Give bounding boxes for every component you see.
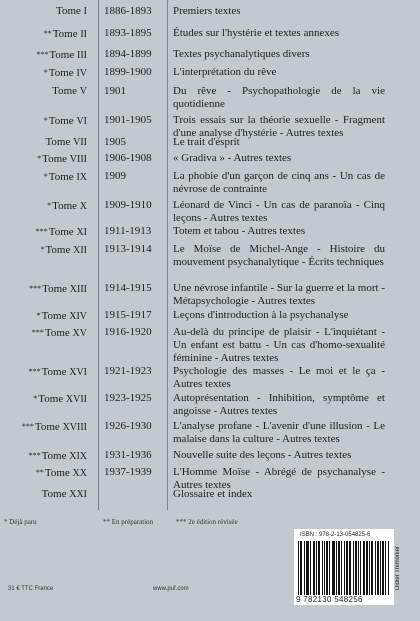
tome-numeral: XIII	[69, 284, 87, 295]
tome-label	[44, 66, 87, 80]
tome-label	[37, 309, 87, 323]
barcode-bar	[322, 541, 323, 595]
tome-numeral: XVI	[69, 367, 87, 378]
tome-status-mark: ***	[21, 422, 34, 431]
tome-label	[44, 114, 87, 128]
tome-numeral: X	[79, 201, 87, 212]
barcode-bar	[377, 541, 378, 595]
tome-title: Nouvelle suite des leçons - Autres textes	[173, 449, 352, 461]
tome-numeral: XV	[72, 328, 87, 339]
tome-numeral: VI	[76, 116, 87, 127]
tome-label	[29, 282, 87, 296]
tome-status-mark: **	[35, 468, 44, 477]
tome-word: Tome	[48, 226, 77, 238]
tome-years: 1931-1936	[104, 449, 152, 461]
tome-title: L'interprétation du rêve	[173, 66, 277, 78]
barcode-bar	[353, 541, 354, 595]
tome-years: 1937-1939	[104, 466, 152, 478]
tome-numeral: III	[77, 50, 87, 61]
barcode-bar	[371, 541, 372, 595]
tome-years: 1905	[104, 136, 126, 148]
tome-label	[36, 466, 87, 480]
tome-numeral: XI	[76, 227, 87, 238]
tome-status-mark: *	[43, 116, 48, 125]
barcode-bar	[301, 541, 302, 595]
tome-title: Trois essais sur la théorie sexuelle - Fragment d'une analyse d'hystérie - Autres textes	[173, 114, 385, 139]
tome-years: 1899-1900	[104, 66, 152, 78]
column-rule-right	[167, 0, 168, 510]
publisher-url: www.puf.com	[153, 586, 189, 592]
tome-numeral: V	[79, 86, 87, 97]
tome-numeral: XII	[73, 245, 87, 256]
barcode-bar	[316, 541, 317, 595]
tome-title: « Gradiva » - Autres textes	[173, 152, 292, 164]
tome-word: Tome	[48, 171, 77, 183]
tome-status-mark: *	[47, 201, 52, 210]
tome-word: Tome	[48, 115, 77, 127]
tome-status-mark: *	[40, 245, 45, 254]
tome-word: Tome	[44, 327, 73, 339]
tome-word: Tome	[41, 366, 70, 378]
tome-status-mark: ***	[28, 451, 41, 460]
barcode-bar	[346, 541, 347, 595]
tome-years: 1926-1930	[104, 420, 152, 432]
tome-years: 1894-1899	[104, 48, 152, 60]
tome-label	[44, 170, 87, 184]
barcode-bar	[314, 541, 315, 595]
tome-title: L'Homme Moïse - Abrégé de psychanalyse - Autres textes	[173, 466, 385, 491]
tome-status-mark: *	[43, 68, 48, 77]
legend-published: * Déjà paru	[4, 518, 37, 526]
tome-label	[40, 243, 87, 257]
tome-word: Tome	[42, 153, 70, 165]
tome-label	[44, 27, 87, 41]
tome-numeral: XIX	[69, 451, 87, 462]
tome-years: 1909	[104, 170, 126, 182]
tome-label	[32, 326, 87, 340]
barcode-bar	[307, 541, 308, 595]
tome-numeral: VIII	[69, 154, 87, 165]
tome-numeral: XX	[72, 468, 87, 479]
barcode-bar	[319, 541, 320, 595]
tome-numeral: XIV	[69, 311, 87, 322]
tome-years: 1914-1915	[104, 282, 152, 294]
barcode-bar	[363, 541, 364, 595]
tome-title: Études sur l'hystérie et textes annexes	[173, 27, 340, 39]
tome-years: 1915-1917	[104, 309, 152, 321]
tome-word: Tome	[42, 283, 70, 295]
barcode-bar	[367, 541, 368, 595]
tome-word: Tome	[52, 200, 80, 212]
barcode-bar	[369, 541, 370, 595]
barcode-bar	[341, 541, 342, 595]
tome-title: Léonard de Vinci - Un cas de paranoïa - Cinq leçons - Autres textes	[173, 199, 385, 224]
tome-title: Textes psychanalytiques divers	[173, 48, 310, 60]
tome-label	[52, 85, 87, 98]
tome-title: Une névrose infantile - Sur la guerre et la mort - Métapsychologie - Autres textes	[173, 282, 385, 307]
tome-title: Glossaire et index	[173, 488, 253, 500]
legend-preparation: ** En préparation	[103, 518, 154, 526]
tome-title: Au-delà du principe de plaisir - L'inquiétant - Un enfant est battu - Un cas d'homo-sexualité féminine - Autres textes	[173, 326, 385, 364]
barcode-digits: 9 782130 548256	[296, 595, 363, 604]
tome-word: Tome	[41, 310, 70, 322]
barcode-image	[298, 541, 390, 595]
barcode-bar	[388, 541, 389, 595]
tome-title: Totem et tabou - Autres textes	[173, 225, 306, 237]
tome-word: Tome	[38, 393, 66, 405]
tome-title: Psychologie des masses - Le moi et le ça - Autres textes	[173, 365, 385, 390]
barcode-bar	[382, 541, 383, 595]
barcode-bar	[385, 541, 386, 595]
tome-years: 1886-1893	[104, 5, 152, 17]
barcode-bar	[383, 541, 384, 595]
tome-title: Le Moïse de Michel-Ange - Histoire du mouvement psychanalytique - Écrits techniques	[173, 243, 385, 268]
barcode-bar	[310, 541, 311, 595]
tome-numeral: II	[80, 29, 87, 40]
tome-title: Le trait d'esprit	[173, 136, 240, 148]
tome-label	[45, 136, 87, 149]
tome-status-mark: ***	[29, 284, 42, 293]
barcode-bar	[306, 541, 307, 595]
barcode-bar	[313, 541, 314, 595]
barcode-bar	[338, 541, 339, 595]
tome-numeral: XVIII	[62, 422, 87, 433]
tome-label	[22, 420, 87, 434]
tome-status-mark: **	[43, 29, 52, 38]
tome-status-mark: *	[33, 394, 38, 403]
barcode-bar	[344, 541, 345, 595]
legend-revised: *** 2e édition révisée	[176, 518, 238, 526]
tome-label	[36, 225, 87, 239]
tome-years: 1901	[104, 85, 126, 97]
tome-word: Tome	[49, 49, 77, 61]
barcode-bar	[308, 541, 309, 595]
barcode-bar	[380, 541, 381, 595]
tome-years: 1916-1920	[104, 326, 152, 338]
tome-numeral: XVII	[65, 394, 87, 405]
tome-word: Tome	[52, 85, 80, 97]
tome-status-mark: *	[43, 172, 48, 181]
tome-numeral: VII	[73, 137, 87, 148]
tome-word: Tome	[44, 467, 73, 479]
tome-title: Du rêve - Psychopathologie de la vie quotidienne	[173, 85, 385, 110]
barcode-bar	[347, 541, 348, 595]
tome-word: Tome	[48, 67, 77, 79]
tome-years: 1921-1923	[104, 365, 152, 377]
barcode-bar	[360, 541, 361, 595]
tome-word: Tome	[41, 488, 70, 500]
barcode-bar	[364, 541, 365, 595]
tome-numeral: XXI	[69, 489, 87, 500]
barcode-bar	[326, 541, 327, 595]
tome-status-mark: ***	[36, 50, 49, 59]
tome-title: La phobie d'un garçon de cinq ans - Un cas de névrose de contrainte	[173, 170, 385, 195]
tome-label	[56, 5, 87, 18]
tome-label	[33, 392, 87, 406]
tome-status-mark: *	[37, 154, 42, 163]
tome-label	[29, 449, 87, 463]
barcode-bar	[375, 541, 376, 595]
barcode-bar	[372, 541, 373, 595]
barcode-bar	[339, 541, 340, 595]
tome-word: Tome	[52, 28, 81, 40]
barcode-bar	[327, 541, 328, 595]
tome-years: 1923-1925	[104, 392, 152, 404]
tome-status-mark: ***	[35, 227, 48, 236]
price-label: 31 € TTC France	[8, 586, 54, 592]
tome-years: 1893-1895	[104, 27, 152, 39]
barcode-bar	[304, 541, 305, 595]
tome-status-mark: ***	[31, 328, 44, 337]
publisher-name: Didier Thimonier	[395, 546, 401, 590]
barcode-bar	[366, 541, 367, 595]
tome-numeral: IV	[76, 68, 87, 79]
tome-years: 1906-1908	[104, 152, 152, 164]
isbn-barcode-box	[294, 529, 394, 605]
barcode-bar	[324, 541, 325, 595]
isbn-label: ISBN : 978-2-13-054825-6	[300, 532, 371, 538]
barcode-bar	[329, 541, 330, 595]
tome-label	[47, 199, 87, 213]
barcode-bar	[298, 541, 299, 595]
barcode-bar	[355, 541, 356, 595]
barcode-bar	[350, 541, 351, 595]
tome-word: Tome	[34, 421, 63, 433]
tome-status-mark: *	[36, 311, 41, 320]
barcode-bar	[300, 541, 301, 595]
tome-word: Tome	[45, 136, 74, 148]
tome-word: Tome	[56, 5, 84, 17]
tome-status-mark: ***	[28, 367, 41, 376]
tome-title: Premiers textes	[173, 5, 241, 17]
tome-years: 1911-1913	[104, 225, 152, 237]
tome-numeral: I	[83, 6, 87, 17]
tome-title: L'analyse profane - L'avenir d'une illusion - Le malaise dans la culture - Autres textes	[173, 420, 385, 445]
tome-title: Leçons d'introduction à la psychanalyse	[173, 309, 349, 321]
barcode-bar	[334, 541, 335, 595]
tome-label	[36, 48, 87, 62]
barcode-bar	[356, 541, 357, 595]
column-rule-left	[98, 0, 99, 510]
barcode-bar	[333, 541, 334, 595]
tome-word: Tome	[41, 450, 70, 462]
tome-title: Autoprésentation - Inhibition, symptôme et angoisse - Autres textes	[173, 392, 385, 417]
tome-years: 1909-1910	[104, 199, 152, 211]
tome-word: Tome	[45, 244, 74, 256]
tome-label	[37, 152, 87, 166]
barcode-bar	[378, 541, 379, 595]
barcode-bar	[318, 541, 319, 595]
tome-numeral: IX	[76, 172, 87, 183]
barcode-bar	[358, 541, 359, 595]
tome-label	[42, 488, 87, 501]
tome-years: 1913-1914	[104, 243, 152, 255]
barcode-bar	[336, 541, 337, 595]
barcode-bar	[349, 541, 350, 595]
barcode-bar	[332, 541, 333, 595]
tome-years: 1901-1905	[104, 114, 152, 126]
tome-label	[29, 365, 87, 379]
